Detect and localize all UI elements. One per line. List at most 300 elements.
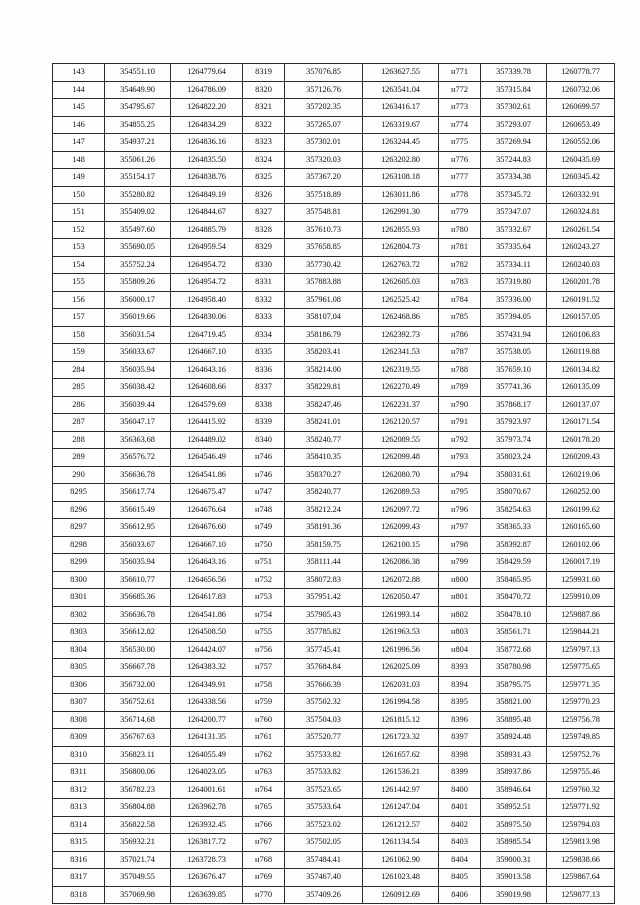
table-row — [53, 379, 615, 397]
table-row — [53, 729, 615, 747]
point-number-cell: 8400 — [439, 781, 481, 799]
x-coordinate-cell: 356800.06 — [105, 764, 171, 782]
y-coordinate-cell: 1261815.12 — [363, 711, 439, 729]
point-number-cell: н759 — [243, 694, 285, 712]
x-coordinate-cell: 357431.94 — [481, 326, 547, 344]
point-number-cell: н780 — [439, 221, 481, 239]
x-coordinate-cell: 358975.50 — [481, 816, 547, 834]
y-coordinate-cell: 1263244.45 — [363, 134, 439, 152]
x-coordinate-cell: 357684.84 — [285, 659, 363, 677]
x-coordinate-cell: 357518.89 — [285, 186, 363, 204]
point-number-cell: н777 — [439, 169, 481, 187]
x-coordinate-cell: 358159.75 — [285, 536, 363, 554]
point-number-cell: н778 — [439, 186, 481, 204]
point-number-cell: н802 — [439, 606, 481, 624]
table-row — [53, 466, 615, 484]
x-coordinate-cell: 358070.67 — [481, 484, 547, 502]
x-coordinate-cell: 356667.78 — [105, 659, 171, 677]
x-coordinate-cell: 357076.85 — [285, 64, 363, 82]
x-coordinate-cell: 355061.26 — [105, 151, 171, 169]
point-number-cell: 8295 — [53, 484, 105, 502]
y-coordinate-cell: 1260157.05 — [547, 309, 615, 327]
point-number-cell: н765 — [243, 799, 285, 817]
x-coordinate-cell: 358240.77 — [285, 484, 363, 502]
point-number-cell: 156 — [53, 291, 105, 309]
point-number-cell: 144 — [53, 81, 105, 99]
point-number-cell: 289 — [53, 449, 105, 467]
point-number-cell: н771 — [439, 64, 481, 82]
table-row — [53, 64, 615, 82]
point-number-cell: н754 — [243, 606, 285, 624]
table-row — [53, 694, 615, 712]
y-coordinate-cell: 1262097.72 — [363, 501, 439, 519]
y-coordinate-cell: 1262855.93 — [363, 221, 439, 239]
point-number-cell: н786 — [439, 326, 481, 344]
x-coordinate-cell: 359000.31 — [481, 851, 547, 869]
y-coordinate-cell: 1264667.10 — [171, 536, 243, 554]
point-number-cell: 8296 — [53, 501, 105, 519]
x-coordinate-cell: 358240.77 — [285, 431, 363, 449]
point-number-cell: 8326 — [243, 186, 285, 204]
y-coordinate-cell: 1262089.53 — [363, 484, 439, 502]
point-number-cell: 8335 — [243, 344, 285, 362]
y-coordinate-cell: 1260324.81 — [547, 204, 615, 222]
point-number-cell: 285 — [53, 379, 105, 397]
x-coordinate-cell: 356610.77 — [105, 571, 171, 589]
point-number-cell: 155 — [53, 274, 105, 292]
x-coordinate-cell: 357659.10 — [481, 361, 547, 379]
point-number-cell: 8334 — [243, 326, 285, 344]
x-coordinate-cell: 357520.77 — [285, 729, 363, 747]
point-number-cell: 145 — [53, 99, 105, 117]
point-number-cell: н762 — [243, 746, 285, 764]
point-number-cell: 8301 — [53, 589, 105, 607]
x-coordinate-cell: 356612.82 — [105, 624, 171, 642]
y-coordinate-cell: 1259877.13 — [547, 886, 615, 904]
point-number-cell: н779 — [439, 204, 481, 222]
y-coordinate-cell: 1260435.69 — [547, 151, 615, 169]
point-number-cell: 284 — [53, 361, 105, 379]
y-coordinate-cell: 1264023.05 — [171, 764, 243, 782]
x-coordinate-cell: 357049.55 — [105, 869, 171, 887]
point-number-cell: н760 — [243, 711, 285, 729]
point-number-cell: н769 — [243, 869, 285, 887]
x-coordinate-cell: 357302.01 — [285, 134, 363, 152]
y-coordinate-cell: 1264675.47 — [171, 484, 243, 502]
x-coordinate-cell: 357394.05 — [481, 309, 547, 327]
y-coordinate-cell: 1262100.15 — [363, 536, 439, 554]
point-number-cell: 8311 — [53, 764, 105, 782]
y-coordinate-cell: 1262231.37 — [363, 396, 439, 414]
x-coordinate-cell: 356617.74 — [105, 484, 171, 502]
y-coordinate-cell: 1264541.86 — [171, 466, 243, 484]
point-number-cell: н746 — [243, 466, 285, 484]
table-row — [53, 116, 615, 134]
table-row — [53, 361, 615, 379]
x-coordinate-cell: 357745.41 — [285, 641, 363, 659]
point-number-cell: 8328 — [243, 221, 285, 239]
point-number-cell: н791 — [439, 414, 481, 432]
y-coordinate-cell: 1259887.86 — [547, 606, 615, 624]
y-coordinate-cell: 1261996.56 — [363, 641, 439, 659]
y-coordinate-cell: 1260209.43 — [547, 449, 615, 467]
x-coordinate-cell: 357533.64 — [285, 799, 363, 817]
point-number-cell: 159 — [53, 344, 105, 362]
y-coordinate-cell: 1264838.76 — [171, 169, 243, 187]
x-coordinate-cell: 358212.24 — [285, 501, 363, 519]
y-coordinate-cell: 1262270.49 — [363, 379, 439, 397]
y-coordinate-cell: 1260106.83 — [547, 326, 615, 344]
y-coordinate-cell: 1260219.06 — [547, 466, 615, 484]
point-number-cell: н756 — [243, 641, 285, 659]
x-coordinate-cell: 357347.07 — [481, 204, 547, 222]
y-coordinate-cell: 1264055.49 — [171, 746, 243, 764]
point-number-cell: 8313 — [53, 799, 105, 817]
point-number-cell: н796 — [439, 501, 481, 519]
x-coordinate-cell: 356932.21 — [105, 834, 171, 852]
x-coordinate-cell: 358072.83 — [285, 571, 363, 589]
y-coordinate-cell: 1264349.91 — [171, 676, 243, 694]
point-number-cell: 8303 — [53, 624, 105, 642]
y-coordinate-cell: 1261212.57 — [363, 816, 439, 834]
point-number-cell: н758 — [243, 676, 285, 694]
x-coordinate-cell: 357335.64 — [481, 239, 547, 257]
table-row — [53, 256, 615, 274]
point-number-cell: н795 — [439, 484, 481, 502]
point-number-cell: 8307 — [53, 694, 105, 712]
x-coordinate-cell: 358203.41 — [285, 344, 363, 362]
y-coordinate-cell: 1262804.73 — [363, 239, 439, 257]
x-coordinate-cell: 358937.86 — [481, 764, 547, 782]
y-coordinate-cell: 1264131.35 — [171, 729, 243, 747]
x-coordinate-cell: 358186.79 — [285, 326, 363, 344]
point-number-cell: 8403 — [439, 834, 481, 852]
y-coordinate-cell: 1263319.67 — [363, 116, 439, 134]
x-coordinate-cell: 357961.08 — [285, 291, 363, 309]
y-coordinate-cell: 1262120.57 — [363, 414, 439, 432]
x-coordinate-cell: 357502.05 — [285, 834, 363, 852]
x-coordinate-cell: 357658.85 — [285, 239, 363, 257]
x-coordinate-cell: 354855.25 — [105, 116, 171, 134]
y-coordinate-cell: 1259910.09 — [547, 589, 615, 607]
x-coordinate-cell: 357533.82 — [285, 764, 363, 782]
y-coordinate-cell: 1264959.54 — [171, 239, 243, 257]
point-number-cell: 8317 — [53, 869, 105, 887]
point-number-cell: 154 — [53, 256, 105, 274]
x-coordinate-cell: 357610.73 — [285, 221, 363, 239]
table-row — [53, 781, 615, 799]
x-coordinate-cell: 358191.36 — [285, 519, 363, 537]
x-coordinate-cell: 354649.90 — [105, 81, 171, 99]
x-coordinate-cell: 357502.32 — [285, 694, 363, 712]
point-number-cell: 150 — [53, 186, 105, 204]
table-row — [53, 711, 615, 729]
y-coordinate-cell: 1264844.67 — [171, 204, 243, 222]
x-coordinate-cell: 358031.61 — [481, 466, 547, 484]
table-row — [53, 746, 615, 764]
y-coordinate-cell: 1260345.42 — [547, 169, 615, 187]
x-coordinate-cell: 358772.68 — [481, 641, 547, 659]
y-coordinate-cell: 1262025.09 — [363, 659, 439, 677]
table-row — [53, 99, 615, 117]
x-coordinate-cell: 356636.78 — [105, 606, 171, 624]
y-coordinate-cell: 1261993.14 — [363, 606, 439, 624]
table-row — [53, 274, 615, 292]
y-coordinate-cell: 1264779.64 — [171, 64, 243, 82]
x-coordinate-cell: 358470.72 — [481, 589, 547, 607]
x-coordinate-cell: 358795.75 — [481, 676, 547, 694]
x-coordinate-cell: 356019.66 — [105, 309, 171, 327]
y-coordinate-cell: 1264489.02 — [171, 431, 243, 449]
point-number-cell: н801 — [439, 589, 481, 607]
table-row — [53, 869, 615, 887]
y-coordinate-cell: 1260243.27 — [547, 239, 615, 257]
y-coordinate-cell: 1262031.03 — [363, 676, 439, 694]
x-coordinate-cell: 358370.27 — [285, 466, 363, 484]
x-coordinate-cell: 356047.17 — [105, 414, 171, 432]
point-number-cell: н790 — [439, 396, 481, 414]
x-coordinate-cell: 358946.64 — [481, 781, 547, 799]
point-number-cell: 8337 — [243, 379, 285, 397]
point-number-cell: 8299 — [53, 554, 105, 572]
x-coordinate-cell: 357126.76 — [285, 81, 363, 99]
point-number-cell: 8297 — [53, 519, 105, 537]
point-number-cell: 8397 — [439, 729, 481, 747]
y-coordinate-cell: 1259931.60 — [547, 571, 615, 589]
y-coordinate-cell: 1263639.85 — [171, 886, 243, 904]
y-coordinate-cell: 1264643.16 — [171, 554, 243, 572]
point-number-cell: н746 — [243, 449, 285, 467]
y-coordinate-cell: 1264508.50 — [171, 624, 243, 642]
y-coordinate-cell: 1260201.78 — [547, 274, 615, 292]
point-number-cell: 290 — [53, 466, 105, 484]
y-coordinate-cell: 1259797.13 — [547, 641, 615, 659]
point-number-cell: н783 — [439, 274, 481, 292]
x-coordinate-cell: 358247.46 — [285, 396, 363, 414]
y-coordinate-cell: 1260653.49 — [547, 116, 615, 134]
point-number-cell: н749 — [243, 519, 285, 537]
y-coordinate-cell: 1259844.21 — [547, 624, 615, 642]
table-row — [53, 536, 615, 554]
x-coordinate-cell: 357319.80 — [481, 274, 547, 292]
x-coordinate-cell: 357883.88 — [285, 274, 363, 292]
point-number-cell: н767 — [243, 834, 285, 852]
point-number-cell: 8406 — [439, 886, 481, 904]
x-coordinate-cell: 357244.83 — [481, 151, 547, 169]
table-row — [53, 589, 615, 607]
table-row — [53, 799, 615, 817]
point-number-cell: 8336 — [243, 361, 285, 379]
x-coordinate-cell: 357730.42 — [285, 256, 363, 274]
y-coordinate-cell: 1261442.97 — [363, 781, 439, 799]
y-coordinate-cell: 1261723.32 — [363, 729, 439, 747]
y-coordinate-cell: 1260165.60 — [547, 519, 615, 537]
x-coordinate-cell: 357523.02 — [285, 816, 363, 834]
table-row — [53, 344, 615, 362]
x-coordinate-cell: 356822.58 — [105, 816, 171, 834]
y-coordinate-cell: 1264383.32 — [171, 659, 243, 677]
x-coordinate-cell: 356782.23 — [105, 781, 171, 799]
point-number-cell: 148 — [53, 151, 105, 169]
y-coordinate-cell: 1264958.40 — [171, 291, 243, 309]
coordinate-table — [52, 63, 615, 904]
y-coordinate-cell: 1264643.16 — [171, 361, 243, 379]
point-number-cell: 8402 — [439, 816, 481, 834]
point-number-cell: 8304 — [53, 641, 105, 659]
point-number-cell: 286 — [53, 396, 105, 414]
table-row — [53, 169, 615, 187]
x-coordinate-cell: 358023.24 — [481, 449, 547, 467]
y-coordinate-cell: 1263932.45 — [171, 816, 243, 834]
y-coordinate-cell: 1264667.10 — [171, 344, 243, 362]
point-number-cell: 8309 — [53, 729, 105, 747]
point-number-cell: н752 — [243, 571, 285, 589]
y-coordinate-cell: 1260137.07 — [547, 396, 615, 414]
point-number-cell: н798 — [439, 536, 481, 554]
table-row — [53, 396, 615, 414]
x-coordinate-cell: 356732.00 — [105, 676, 171, 694]
point-number-cell: 146 — [53, 116, 105, 134]
point-number-cell: 147 — [53, 134, 105, 152]
x-coordinate-cell: 357973.74 — [481, 431, 547, 449]
point-number-cell: н757 — [243, 659, 285, 677]
table-row — [53, 431, 615, 449]
point-number-cell: 8305 — [53, 659, 105, 677]
table-row — [53, 309, 615, 327]
y-coordinate-cell: 1262099.48 — [363, 449, 439, 467]
x-coordinate-cell: 357467.40 — [285, 869, 363, 887]
y-coordinate-cell: 1262086.38 — [363, 554, 439, 572]
point-number-cell: 8325 — [243, 169, 285, 187]
point-number-cell: 8398 — [439, 746, 481, 764]
x-coordinate-cell: 357332.67 — [481, 221, 547, 239]
point-number-cell: 8318 — [53, 886, 105, 904]
y-coordinate-cell: 1264579.69 — [171, 396, 243, 414]
y-coordinate-cell: 1263817.72 — [171, 834, 243, 852]
x-coordinate-cell: 356615.49 — [105, 501, 171, 519]
point-number-cell: 8394 — [439, 676, 481, 694]
x-coordinate-cell: 358111.44 — [285, 554, 363, 572]
point-number-cell: 8324 — [243, 151, 285, 169]
point-number-cell: 8338 — [243, 396, 285, 414]
x-coordinate-cell: 354937.21 — [105, 134, 171, 152]
x-coordinate-cell: 355809.26 — [105, 274, 171, 292]
y-coordinate-cell: 1260134.82 — [547, 361, 615, 379]
x-coordinate-cell: 357538.05 — [481, 344, 547, 362]
y-coordinate-cell: 1262763.72 — [363, 256, 439, 274]
y-coordinate-cell: 1260778.77 — [547, 64, 615, 82]
table-row — [53, 326, 615, 344]
point-number-cell: н794 — [439, 466, 481, 484]
point-number-cell: 8319 — [243, 64, 285, 82]
y-coordinate-cell: 1263202.80 — [363, 151, 439, 169]
point-number-cell: 8310 — [53, 746, 105, 764]
x-coordinate-cell: 356714.68 — [105, 711, 171, 729]
point-number-cell: 151 — [53, 204, 105, 222]
point-number-cell: 8395 — [439, 694, 481, 712]
table-row — [53, 501, 615, 519]
y-coordinate-cell: 1263627.55 — [363, 64, 439, 82]
y-coordinate-cell: 1260240.03 — [547, 256, 615, 274]
y-coordinate-cell: 1262468.86 — [363, 309, 439, 327]
y-coordinate-cell: 1260699.57 — [547, 99, 615, 117]
point-number-cell: 8308 — [53, 711, 105, 729]
table-row — [53, 606, 615, 624]
y-coordinate-cell: 1262089.55 — [363, 431, 439, 449]
point-number-cell: 157 — [53, 309, 105, 327]
y-coordinate-cell: 1259756.78 — [547, 711, 615, 729]
point-number-cell: 8405 — [439, 869, 481, 887]
x-coordinate-cell: 358429.59 — [481, 554, 547, 572]
x-coordinate-cell: 358229.81 — [285, 379, 363, 397]
y-coordinate-cell: 1260191.52 — [547, 291, 615, 309]
point-number-cell: н787 — [439, 344, 481, 362]
x-coordinate-cell: 356031.54 — [105, 326, 171, 344]
point-number-cell: н773 — [439, 99, 481, 117]
y-coordinate-cell: 1264954.72 — [171, 274, 243, 292]
point-number-cell: 8393 — [439, 659, 481, 677]
x-coordinate-cell: 359019.98 — [481, 886, 547, 904]
y-coordinate-cell: 1259770.23 — [547, 694, 615, 712]
table-row — [53, 624, 615, 642]
x-coordinate-cell: 357868.17 — [481, 396, 547, 414]
x-coordinate-cell: 356685.36 — [105, 589, 171, 607]
y-coordinate-cell: 1264656.56 — [171, 571, 243, 589]
table-row — [53, 151, 615, 169]
y-coordinate-cell: 1261657.62 — [363, 746, 439, 764]
x-coordinate-cell: 357367.20 — [285, 169, 363, 187]
y-coordinate-cell: 1259794.03 — [547, 816, 615, 834]
point-number-cell: н784 — [439, 291, 481, 309]
x-coordinate-cell: 358924.48 — [481, 729, 547, 747]
y-coordinate-cell: 1264836.16 — [171, 134, 243, 152]
point-number-cell: 8340 — [243, 431, 285, 449]
x-coordinate-cell: 356039.44 — [105, 396, 171, 414]
point-number-cell: 8306 — [53, 676, 105, 694]
y-coordinate-cell: 1264835.50 — [171, 151, 243, 169]
x-coordinate-cell: 358254.63 — [481, 501, 547, 519]
point-number-cell: 8330 — [243, 256, 285, 274]
y-coordinate-cell: 1260135.09 — [547, 379, 615, 397]
point-number-cell: 8298 — [53, 536, 105, 554]
x-coordinate-cell: 358931.43 — [481, 746, 547, 764]
y-coordinate-cell: 1260171.54 — [547, 414, 615, 432]
x-coordinate-cell: 358952.51 — [481, 799, 547, 817]
point-number-cell: 8302 — [53, 606, 105, 624]
point-number-cell: 8322 — [243, 116, 285, 134]
y-coordinate-cell: 1264415.92 — [171, 414, 243, 432]
point-number-cell: н782 — [439, 256, 481, 274]
x-coordinate-cell: 358107.04 — [285, 309, 363, 327]
x-coordinate-cell: 354551.10 — [105, 64, 171, 82]
y-coordinate-cell: 1263416.17 — [363, 99, 439, 117]
point-number-cell: н748 — [243, 501, 285, 519]
point-number-cell: н788 — [439, 361, 481, 379]
x-coordinate-cell: 357334.38 — [481, 169, 547, 187]
y-coordinate-cell: 1261062.90 — [363, 851, 439, 869]
y-coordinate-cell: 1264424.07 — [171, 641, 243, 659]
y-coordinate-cell: 1262072.88 — [363, 571, 439, 589]
point-number-cell: 8339 — [243, 414, 285, 432]
table-row — [53, 291, 615, 309]
x-coordinate-cell: 356752.61 — [105, 694, 171, 712]
point-number-cell: н751 — [243, 554, 285, 572]
x-coordinate-cell: 357785.82 — [285, 624, 363, 642]
x-coordinate-cell: 358478.10 — [481, 606, 547, 624]
x-coordinate-cell: 357202.35 — [285, 99, 363, 117]
y-coordinate-cell: 1259771.92 — [547, 799, 615, 817]
x-coordinate-cell: 357021.74 — [105, 851, 171, 869]
